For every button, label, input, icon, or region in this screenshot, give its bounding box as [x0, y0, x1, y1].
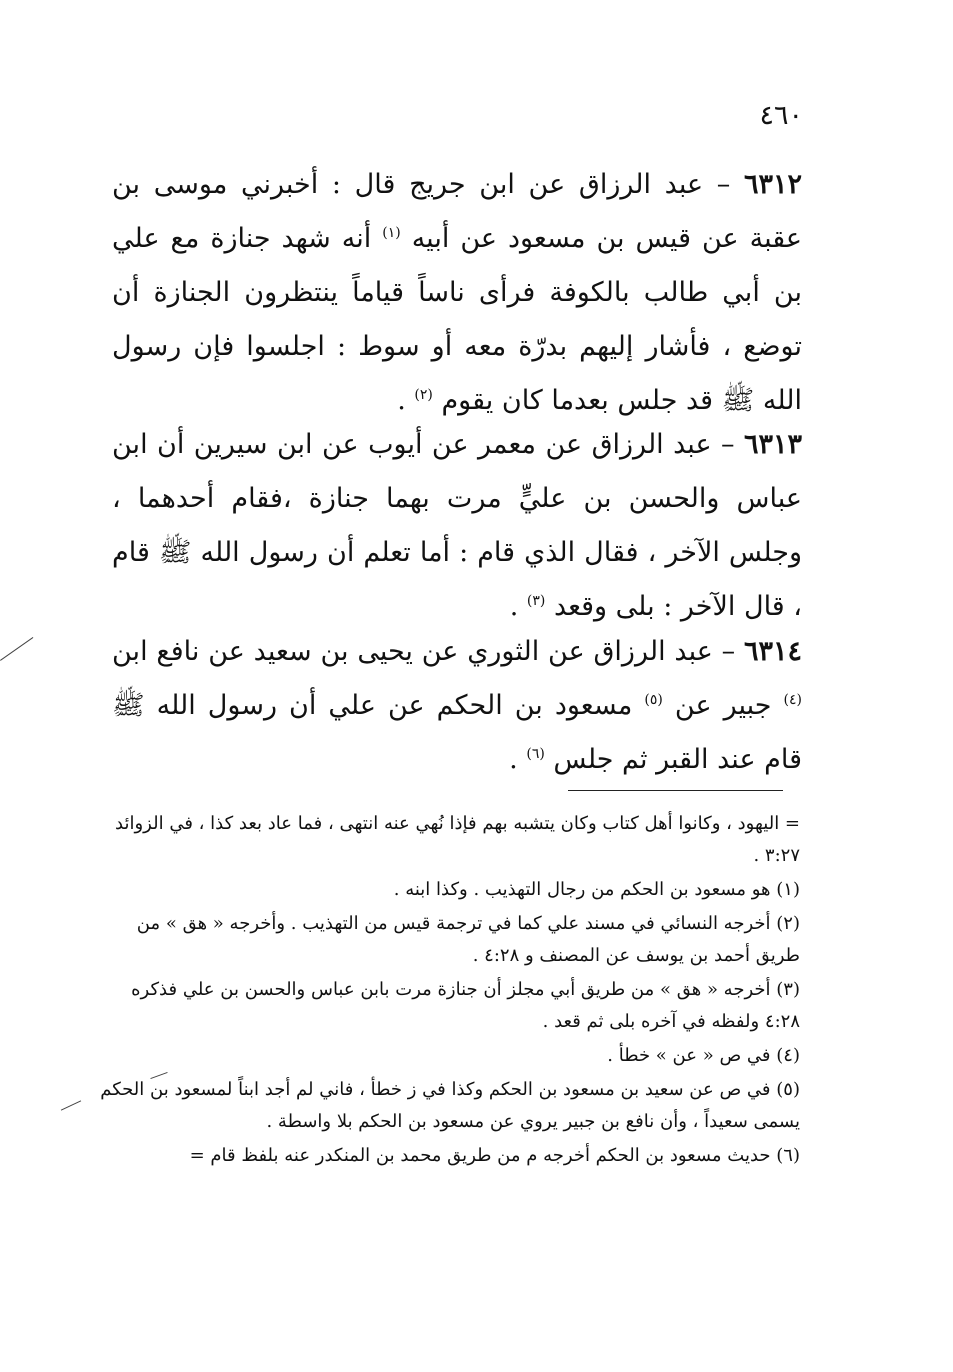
hadith-6312: ٦٣١٢ – عبد الرزاق عن ابن جريج قال : أخبرني موسى بن عقبة عن قيس بن مسعود عن أبيه $^{(١)}$ أنه شهد جنازة مع علي بن أبي طالب بالكوفة فرأى ناساً قياماً ينتظرون الجنازة أن توضع ، فأشار إليهم بدرّة معه أو سوط : اجلسوا فإن رسول الله ﷺ قد جلس بعدما كان يقوم $^{(٢)}$ . [112, 169, 802, 416]
footnote-text: أخرجه « هق » من طريق أبي مجلز أن جنازة مرت بابن عباس والحسن بن علي فذكره ٤:٢٨ ولفظه في آخره بلى ثم قعد . [131, 979, 800, 1032]
footnotes [100, 808, 800, 1174]
footnote-text: أخرجه النسائي في مسند علي كما في ترجمة قيس من التهذيب . وأخرجه « هق » من طريق أحمد بن يوسف عن المصنف و ٤:٢٨ . [136, 913, 800, 966]
scan-mark [61, 1100, 81, 1110]
hadith-6314: ٦٣١٤ – عبد الرزاق عن الثوري عن يحيى بن سعيد عن نافع ابن $^{(٤)}$ جبير عن $^{(٥)}$ مسعود بن الحكم عن علي أن رسول الله ﷺ قام عند القبر ثم جلس $^{(٦)}$ . [112, 636, 802, 775]
hadith-text: عبد الرزاق عن الثوري عن يحيى بن سعيد عن نافع ابن [112, 636, 713, 667]
footnote-number: (٣) [776, 979, 800, 1000]
footnote-ref: (٥) [644, 692, 663, 708]
footnote-separator [568, 790, 783, 791]
hadith-text: عبد الرزاق عن معمر عن أيوب عن ابن سيرين أن ابن عباس والحسن بن عليٍّ مرت بهما جنازة ،فقام أحدهما ، وجلس الآخر ، فقال الذي قام : أما تعلم أن رسول الله ﷺ قام ، قال الآخر : بلى وقعد [112, 429, 802, 622]
footnote-4 [100, 1040, 800, 1072]
hadith-number: ٦٣١٣ [743, 429, 802, 460]
footnote-ref: (٢) [414, 387, 433, 403]
footnote-ref: (٤) [783, 692, 802, 708]
hadith-end-mark: . [509, 591, 519, 622]
hadith-end-mark: . [509, 744, 518, 775]
footnote-number: (٥) [776, 1079, 800, 1100]
footnote-number: (٤) [776, 1045, 800, 1066]
hadith-text: عبد الرزاق عن ابن جريج قال : أخبرني موسى بن عقبة عن قيس بن مسعود عن أبيه [112, 169, 802, 254]
footnote-continuation: = اليهود ، وكانوا أهل كتاب وكان يتشبه بهم فإذا نُهي عنه انتهى ، فما عاد بعد كذا ، في الزوائد ٣:٢٧ . [115, 813, 800, 866]
hadith-number: ٦٣١٢ [743, 169, 802, 200]
footnote-ref: (٣) [526, 593, 546, 609]
footnote-6 [100, 1140, 800, 1172]
hadith-number: ٦٣١٤ [743, 636, 802, 667]
hadith-text-continued: أنه شهد جنازة مع علي بن أبي طالب بالكوفة فرأى ناساً قياماً ينتظرون الجنازة أن توضع ، فأشار إليهم بدرّة معه أو سوط : اجلسوا فإن رسول الله ﷺ قد جلس بعدما كان يقوم [112, 223, 802, 416]
hadith-text-continued: جبير عن [674, 690, 772, 721]
footnote-number: (١) [776, 879, 800, 900]
scan-mark [0, 637, 33, 661]
footnote-ref: (١) [382, 225, 401, 241]
page-number: ٤٦٠ [759, 100, 803, 131]
footnote-ref: (٦) [526, 746, 545, 762]
footnote-text: هو مسعود بن الحكم من رجال التهذيب . وكذا ابنه . [393, 879, 771, 900]
footnote-number: (٢) [776, 913, 800, 934]
hadith-text-continued: مسعود بن الحكم عن علي أن رسول الله ﷺ قام عند القبر ثم جلس [112, 690, 802, 775]
footnote-text: في ص « عن » خطأ . [607, 1045, 771, 1066]
footnote-number: (٦) [776, 1145, 800, 1166]
footnote-text: حديث مسعود بن الحكم أخرجه م من طريق محمد بن المنكدر عنه بلفظ قام = [189, 1145, 771, 1166]
footnote-text: في ص عن سعيد بن مسعود بن الحكم وكذا في ز خطأ ، فاني لم أجد ابناً لمسعود بن الحكم يسمى سعيداً ، وأن نافع بن جبير يروي عن مسعود بن الحكم بلا واسطة . [100, 1079, 800, 1132]
footnote-1 [100, 874, 800, 906]
footnote-5 [100, 1074, 800, 1138]
hadith-end-mark: . [397, 385, 406, 416]
footnote-2 [100, 908, 800, 972]
hadith-6313: ٦٣١٣ – عبد الرزاق عن معمر عن أيوب عن ابن سيرين أن ابن عباس والحسن بن عليٍّ مرت بهما جنازة ،فقام أحدهما ، وجلس الآخر ، فقال الذي قام : أما تعلم أن رسول الله ﷺ قام ، قال الآخر : بلى وقعد $^{(٣)}$ . [112, 429, 802, 622]
footnote-3 [100, 974, 800, 1038]
